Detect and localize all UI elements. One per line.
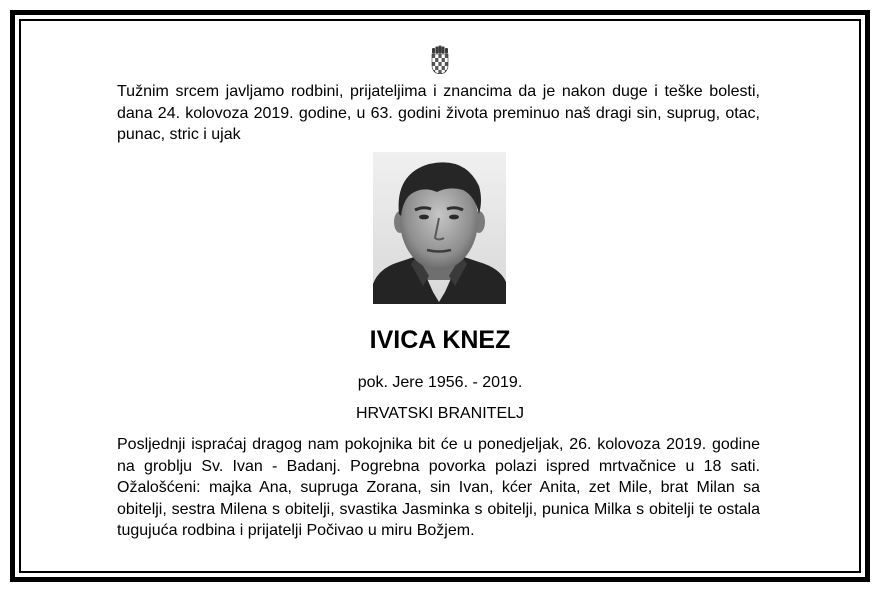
coat-of-arms-shield — [432, 54, 448, 74]
intro-line: dana 24. kolovoza 2019. godine, u 63. godini života preminuo naš dragi sin, suprug, otac, — [117, 104, 760, 122]
details-paragraph — [117, 434, 760, 542]
portrait-photo — [373, 152, 506, 304]
details-line: obitelji, sestra Milena s obitelji, svastika Jasminka s obitelji, punica Milka s obitelji te ostala — [117, 500, 760, 518]
coat-of-arms-icon — [431, 45, 449, 74]
deceased-name: IVICA KNEZ — [369, 326, 511, 354]
coat-of-arms-crown — [432, 46, 448, 54]
veteran-title: HRVATSKI BRANITELJ — [355, 405, 525, 422]
parent-and-years: pok. Jere 1956. - 2019. — [357, 374, 523, 391]
intro-line: punac, stric i ujak — [117, 126, 241, 143]
details-line: tugujuća rodbina i prijatelji Počivao u miru Božjem. — [117, 522, 475, 539]
details-line: na groblju Sv. Ivan - Badanj. Pogrebna povorka polazi ispred mrtvačnice u 18 sati. — [117, 457, 760, 475]
intro-line: Tužnim srcem javljamo rodbini, prijateljima i znancima da je nakon duge i teške bolesti, — [117, 83, 760, 100]
intro-paragraph — [117, 81, 760, 146]
details-line: Posljednji ispraćaj dragog nam pokojnika bit će u ponedjeljak, 26. kolovoza 2019. godine — [117, 436, 760, 453]
details-line: Ožalošćeni: majka Ana, supruga Zorana, sin Ivan, kćer Anita, zet Mile, brat Milan sa — [117, 479, 760, 496]
